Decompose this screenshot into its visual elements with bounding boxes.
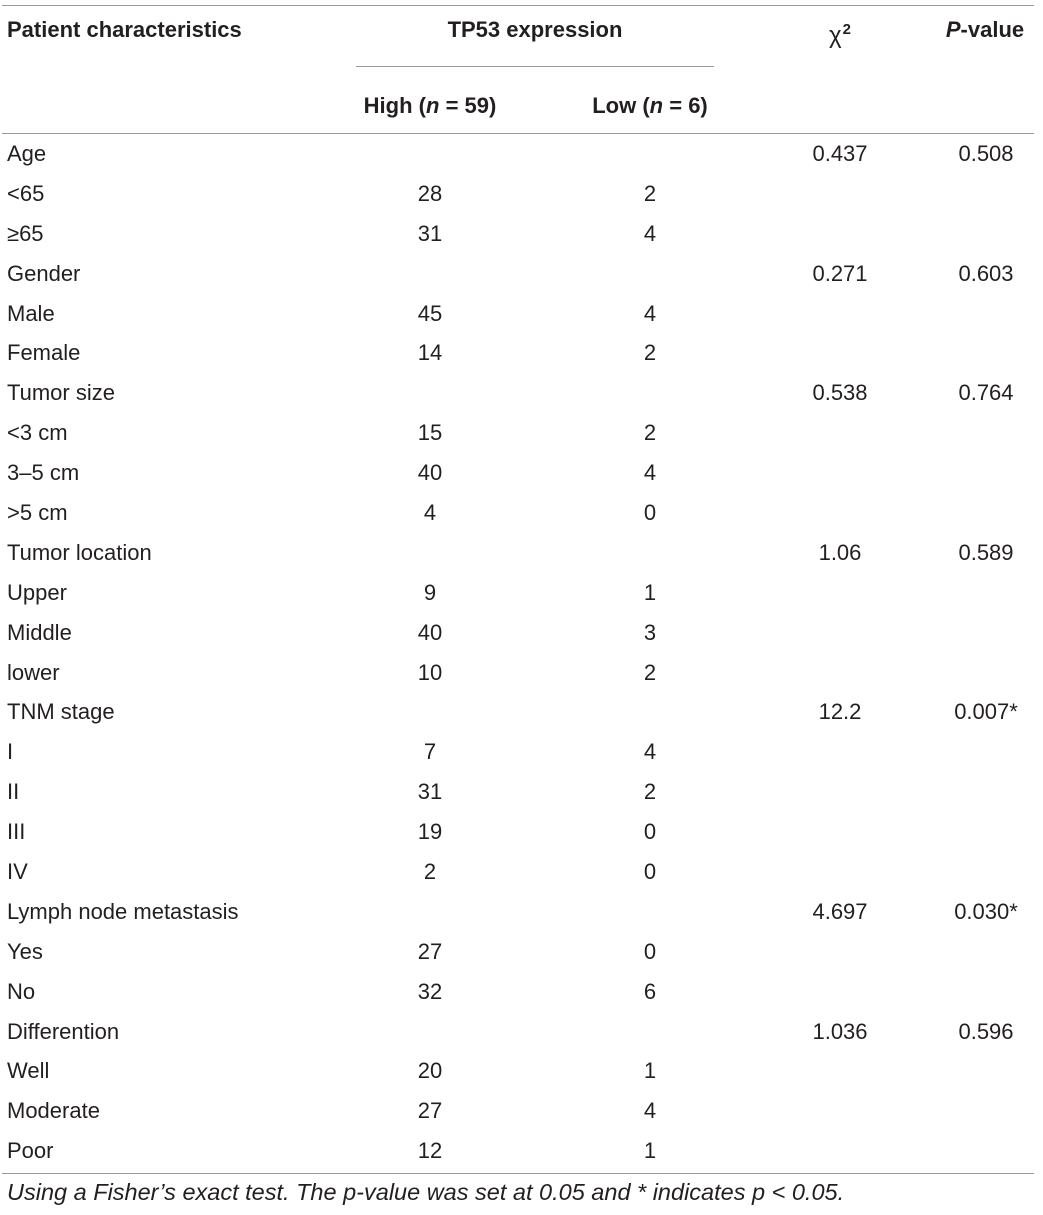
table-row [0,774,1043,814]
row-label: I [7,739,14,765]
table-header-rule [2,133,1034,134]
high-count: 10 [417,659,443,685]
chi-symbol: χ [829,22,842,49]
table-row [0,894,1043,934]
row-label: Female [7,340,81,366]
table-row [0,655,1043,695]
high-count: 27 [417,938,443,964]
high-n: n [426,93,440,118]
p-value: 0.508 [958,141,1014,166]
row-label: Yes [7,938,43,964]
table-row [0,854,1043,894]
header-p-value [930,17,1040,43]
row-label: Tumor size [7,380,115,406]
low-count: 1 [643,1058,657,1084]
chi-square-value: 0.538 [812,380,868,406]
low-count: 0 [643,938,657,964]
row-label: Middle [7,619,72,645]
table-row [0,1014,1043,1054]
row-label: II [7,779,20,805]
high-count: 28 [417,180,443,206]
table-row [0,335,1043,375]
low-count: 0 [643,819,657,845]
row-label: <65 [7,180,45,206]
header-chi-square [808,17,872,49]
low-count: 6 [643,978,657,1004]
row-label: Lymph node metastasis [7,898,239,924]
table-row [0,535,1043,575]
high-count: 40 [417,460,443,486]
high-count: 40 [417,619,443,645]
high-count: 45 [417,300,443,326]
row-label: Age [7,141,47,166]
high-prefix: High ( [363,93,426,118]
row-label: Upper [7,579,67,605]
p-value: 0.596 [958,1018,1014,1044]
table-row [0,734,1043,774]
row-label: 3–5 cm [7,460,80,486]
low-count: 2 [643,779,657,805]
table-row [0,934,1043,974]
tp53-span-rule [356,66,714,67]
p-value: 0.603 [958,260,1014,286]
low-count: 0 [643,859,657,885]
chi-square-value: 0.437 [812,141,868,166]
header-high [350,93,510,119]
table-bottom-rule [2,1173,1034,1174]
high-count: 9 [423,579,437,605]
table-body [0,136,1043,1173]
table-row [0,256,1043,296]
low-count: 0 [643,500,657,526]
low-count: 4 [643,1098,657,1124]
low-count: 4 [643,739,657,765]
row-label: IV [7,859,28,885]
low-count: 2 [643,659,657,685]
chi-square-value: 1.036 [812,1018,868,1044]
low-count: 4 [643,300,657,326]
high-count: 27 [417,1098,443,1124]
row-label: >5 cm [7,500,68,526]
low-count: 3 [643,619,657,645]
high-count: 19 [417,819,443,845]
header-tp53-expression: TP53 expression [447,17,623,42]
low-count: 2 [643,420,657,446]
row-label: <3 cm [7,420,68,446]
chi-square-value: 0.271 [812,260,868,286]
table-row [0,375,1043,415]
high-count: 12 [417,1138,443,1164]
row-label: Well [7,1058,50,1084]
table-row [0,136,1043,176]
p-value: 0.030* [954,898,1018,924]
table-row [0,176,1043,216]
table-row [0,814,1043,854]
low-prefix: Low ( [592,93,650,118]
table-row [0,415,1043,455]
high-count: 4 [423,500,437,526]
row-label: No [7,978,36,1004]
p-rest: -value [960,17,1025,42]
row-label: Poor [7,1138,54,1164]
low-count: 4 [643,220,657,246]
p-value: 0.007* [954,699,1018,725]
table-top-rule [2,5,1034,6]
low-n: n [649,93,664,118]
chi-square-value: 1.06 [818,539,862,565]
row-label: Moderate [7,1098,100,1124]
table-row [0,296,1043,336]
low-count: 4 [643,460,657,486]
row-label: III [7,819,26,845]
header-patient-characteristics: Patient characteristics [7,17,242,42]
low-count: 1 [643,579,657,605]
row-label: ≥65 [7,220,44,246]
row-label: lower [7,659,60,685]
low-count: 2 [643,340,657,366]
high-count: 14 [417,340,443,366]
row-label: Male [7,300,55,326]
table-row [0,216,1043,256]
chi-square-value: 4.697 [812,898,868,924]
chi-square-value: 12.2 [818,699,862,725]
high-count: 7 [423,739,437,765]
table-row [0,974,1043,1014]
table-row [0,455,1043,495]
high-count: 2 [423,859,437,885]
table-row [0,615,1043,655]
table-footnote: Using a Fisher’s exact test. The p-value was set at 0.05 and * indicates p < 0.05. [7,1179,845,1205]
high-count: 31 [417,220,443,246]
table-row [0,1093,1043,1133]
low-count: 1 [643,1138,657,1164]
table-row [0,694,1043,734]
low-suffix: = 6) [663,93,708,118]
p-value: 0.764 [958,380,1014,406]
chi-superscript: 2 [842,21,851,38]
row-label: Differention [7,1018,120,1044]
p-value: 0.589 [958,539,1014,565]
row-label: Gender [7,260,81,286]
high-count: 15 [417,420,443,446]
low-count: 2 [643,180,657,206]
high-count: 20 [417,1058,443,1084]
table-row [0,575,1043,615]
high-count: 32 [417,978,443,1004]
p-italic: P [945,17,961,42]
table-row [0,495,1043,535]
high-count: 31 [417,779,443,805]
row-label: TNM stage [7,699,115,725]
row-label: Tumor location [7,539,152,565]
high-suffix: = 59) [439,93,497,118]
table-row [0,1133,1043,1173]
table-row [0,1053,1043,1093]
header-low [575,93,725,119]
